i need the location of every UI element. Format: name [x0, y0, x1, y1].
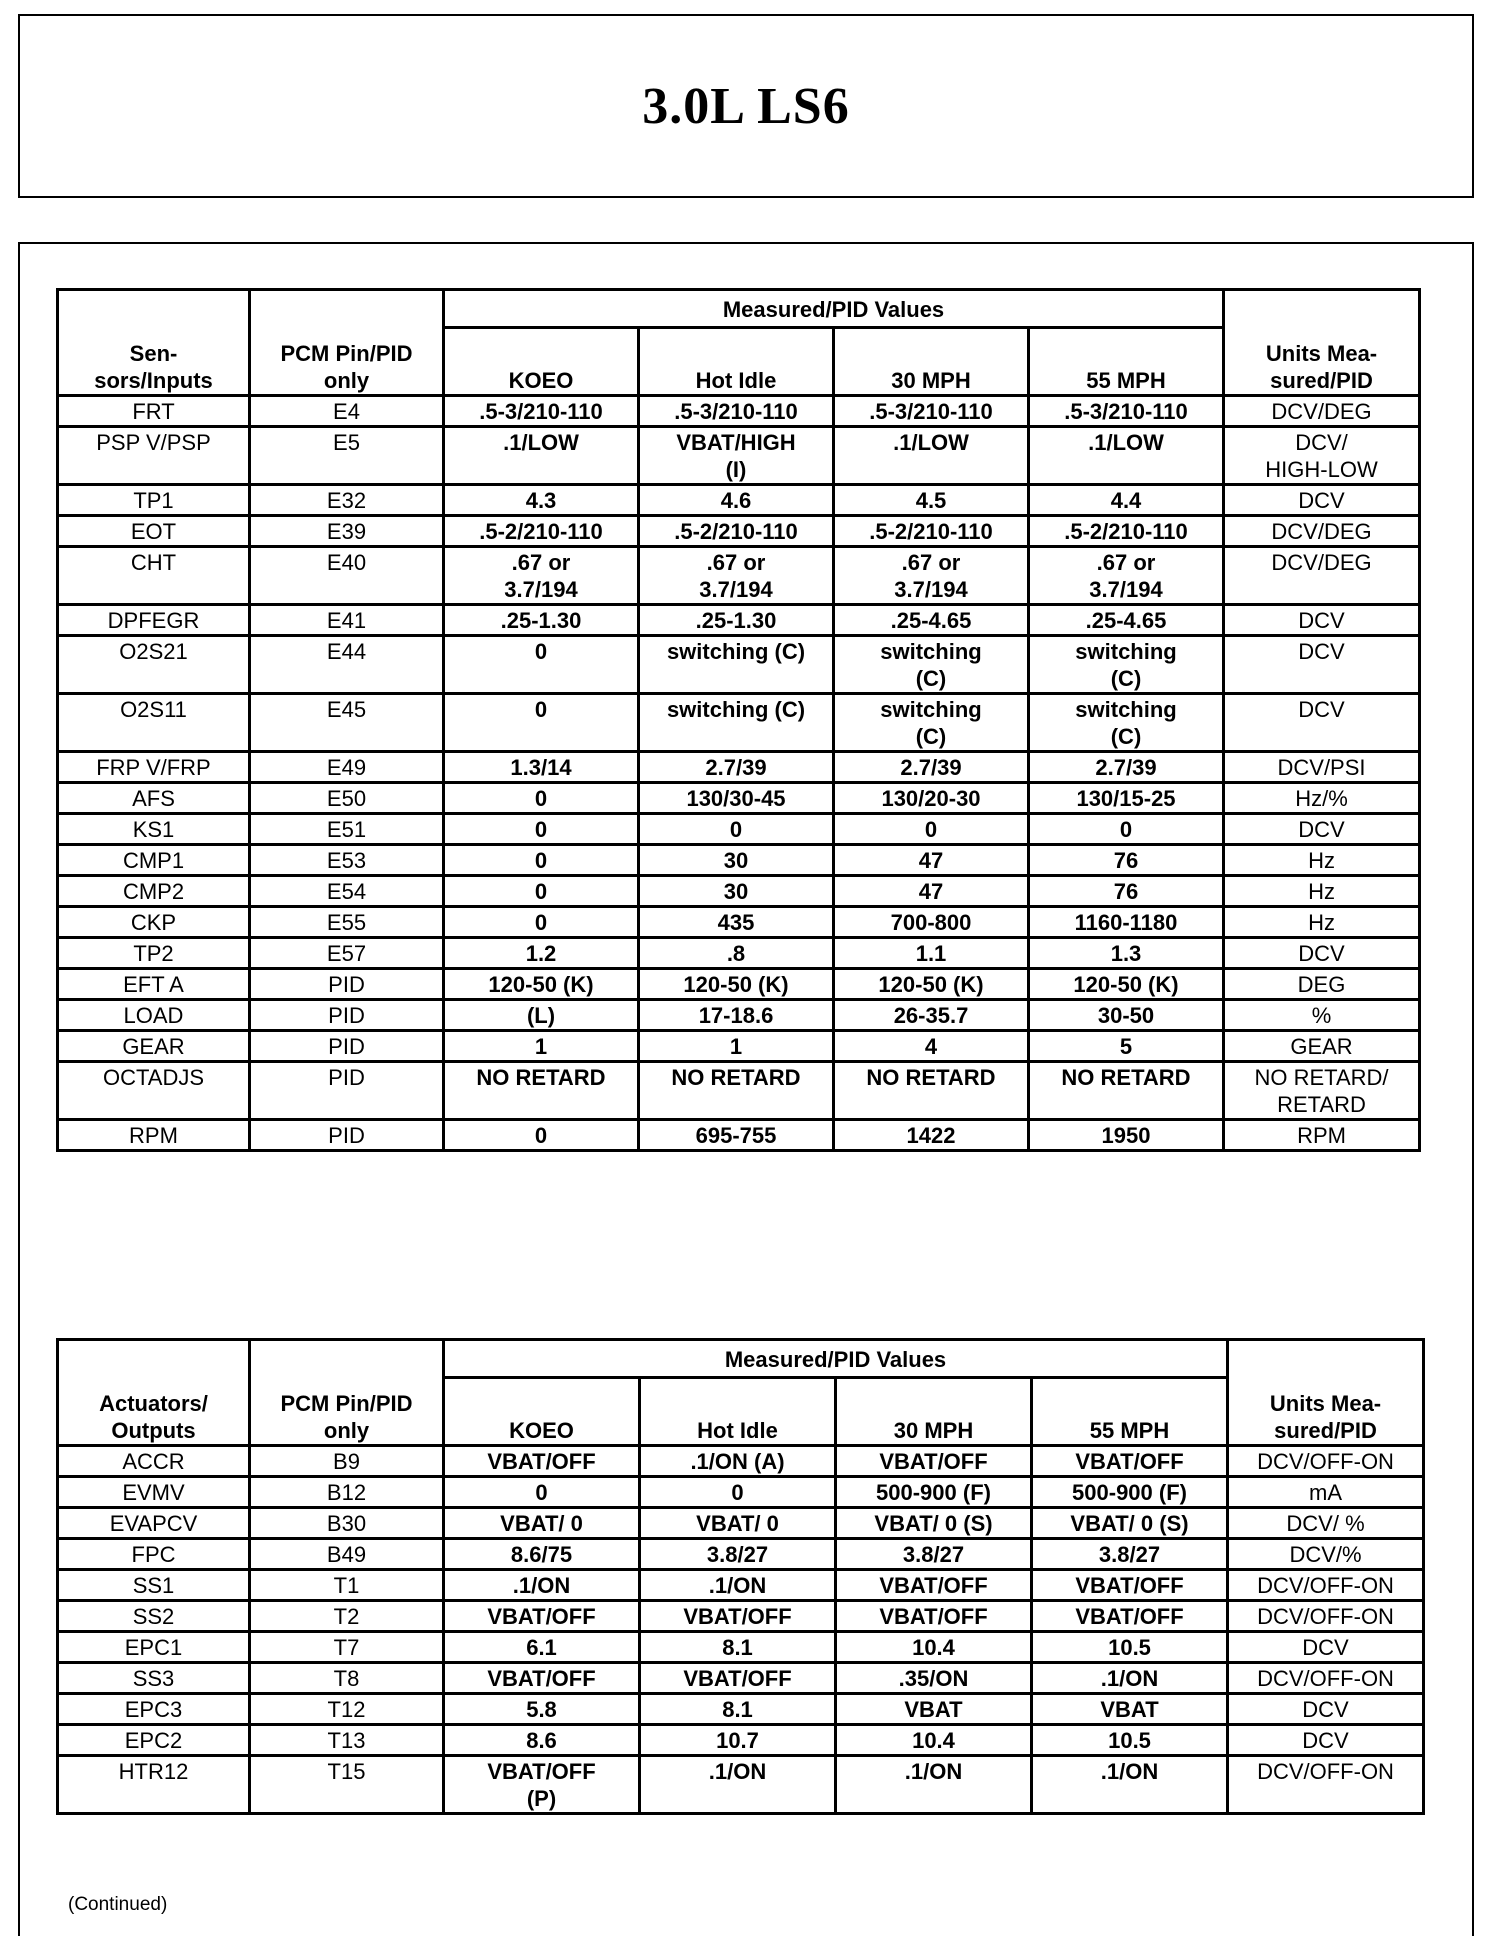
mph30-value: 0 — [834, 814, 1029, 845]
units: DCV/OFF-ON — [1228, 1601, 1424, 1632]
table-row — [58, 516, 1420, 547]
units: DCV — [1224, 485, 1420, 516]
koeo-value: .5-3/210-110 — [444, 396, 639, 427]
pcm-pin: T1 — [250, 1570, 444, 1601]
mph30-value: 26-35.7 — [834, 1000, 1029, 1031]
koeo-value: .1/LOW — [444, 427, 639, 485]
table-row — [58, 1632, 1424, 1663]
hot-idle-value: .5-2/210-110 — [639, 516, 834, 547]
pcm-pin: E5 — [250, 427, 444, 485]
hot-idle-value: .1/ON — [640, 1570, 836, 1601]
table-row — [58, 1446, 1424, 1477]
signal-name: SS1 — [58, 1570, 250, 1601]
signal-name: O2S11 — [58, 694, 250, 752]
mph55-value: 76 — [1029, 845, 1224, 876]
signal-name: CHT — [58, 547, 250, 605]
table-row — [58, 1694, 1424, 1725]
pcm-pin: PID — [250, 1031, 444, 1062]
signal-name: HTR12 — [58, 1756, 250, 1814]
signal-name: EPC1 — [58, 1632, 250, 1663]
mph55-value: 130/15-25 — [1029, 783, 1224, 814]
pcm-pin: PID — [250, 969, 444, 1000]
units: NO RETARD/ RETARD — [1224, 1062, 1420, 1120]
signal-name: AFS — [58, 783, 250, 814]
mph55-value: 500-900 (F) — [1032, 1477, 1228, 1508]
signal-name: TP1 — [58, 485, 250, 516]
hot-idle-value: 435 — [639, 907, 834, 938]
mph55-value: VBAT/ 0 (S) — [1032, 1508, 1228, 1539]
header-30-mph: 30 MPH — [836, 1378, 1032, 1446]
signal-name: EOT — [58, 516, 250, 547]
units: DCV/DEG — [1224, 547, 1420, 605]
header-pcm-pin: PCM Pin/PID only — [250, 290, 444, 396]
signal-name: LOAD — [58, 1000, 250, 1031]
mph30-value: 47 — [834, 845, 1029, 876]
table-row — [58, 1601, 1424, 1632]
koeo-value: .5-2/210-110 — [444, 516, 639, 547]
mph30-value: 4 — [834, 1031, 1029, 1062]
pcm-pin: E55 — [250, 907, 444, 938]
sensors-inputs-table — [56, 288, 1421, 1152]
koeo-value: 0 — [444, 1120, 639, 1151]
signal-name: KS1 — [58, 814, 250, 845]
hot-idle-value: VBAT/OFF — [640, 1663, 836, 1694]
mph30-value: 700-800 — [834, 907, 1029, 938]
signal-name: DPFEGR — [58, 605, 250, 636]
koeo-value: 0 — [444, 783, 639, 814]
signal-name: EVMV — [58, 1477, 250, 1508]
koeo-value: 120-50 (K) — [444, 969, 639, 1000]
header-units: Units Mea- sured/PID — [1228, 1340, 1424, 1446]
koeo-value: 0 — [444, 845, 639, 876]
header-55-mph: 55 MPH — [1029, 328, 1224, 396]
hot-idle-value: VBAT/OFF — [640, 1601, 836, 1632]
koeo-value: VBAT/OFF — [444, 1601, 640, 1632]
hot-idle-value: 8.1 — [640, 1632, 836, 1663]
signal-name: SS2 — [58, 1601, 250, 1632]
pcm-pin: T7 — [250, 1632, 444, 1663]
mph30-value: 2.7/39 — [834, 752, 1029, 783]
hot-idle-value: VBAT/ 0 — [640, 1508, 836, 1539]
units: DCV/DEG — [1224, 396, 1420, 427]
mph30-value: .35/ON — [836, 1663, 1032, 1694]
table-row — [58, 1725, 1424, 1756]
pcm-pin: E44 — [250, 636, 444, 694]
units: RPM — [1224, 1120, 1420, 1151]
mph55-value: 1950 — [1029, 1120, 1224, 1151]
hot-idle-value: .25-1.30 — [639, 605, 834, 636]
hot-idle-value: 17-18.6 — [639, 1000, 834, 1031]
signal-name: CKP — [58, 907, 250, 938]
table-row — [58, 1539, 1424, 1570]
table-row — [58, 969, 1420, 1000]
header-measured-pid-values: Measured/PID Values — [444, 290, 1224, 328]
pcm-pin: PID — [250, 1062, 444, 1120]
mph55-value: 2.7/39 — [1029, 752, 1224, 783]
signal-name: ACCR — [58, 1446, 250, 1477]
signal-name: O2S21 — [58, 636, 250, 694]
units: Hz — [1224, 876, 1420, 907]
mph55-value: VBAT/OFF — [1032, 1601, 1228, 1632]
table-row — [58, 938, 1420, 969]
signal-name: EPC3 — [58, 1694, 250, 1725]
table-row — [58, 1570, 1424, 1601]
koeo-value: (L) — [444, 1000, 639, 1031]
koeo-value: VBAT/ 0 — [444, 1508, 640, 1539]
koeo-value: .25-1.30 — [444, 605, 639, 636]
units: DEG — [1224, 969, 1420, 1000]
units: DCV/OFF-ON — [1228, 1570, 1424, 1601]
title-box — [18, 14, 1474, 198]
hot-idle-value: 120-50 (K) — [639, 969, 834, 1000]
header-hot-idle: Hot Idle — [639, 328, 834, 396]
mph30-value: 120-50 (K) — [834, 969, 1029, 1000]
hot-idle-value: 30 — [639, 876, 834, 907]
signal-name: FRP V/FRP — [58, 752, 250, 783]
table-row — [58, 1756, 1424, 1814]
table-row — [58, 605, 1420, 636]
mph30-value: 1422 — [834, 1120, 1029, 1151]
mph30-value: NO RETARD — [834, 1062, 1029, 1120]
hot-idle-value: NO RETARD — [639, 1062, 834, 1120]
pcm-pin: E32 — [250, 485, 444, 516]
koeo-value: 1 — [444, 1031, 639, 1062]
koeo-value: 0 — [444, 907, 639, 938]
mph55-value: 10.5 — [1032, 1725, 1228, 1756]
table-row — [58, 485, 1420, 516]
table-row — [58, 876, 1420, 907]
table-row — [58, 845, 1420, 876]
table-row — [58, 1120, 1420, 1151]
table-row — [58, 907, 1420, 938]
mph30-value: .67 or 3.7/194 — [834, 547, 1029, 605]
units: DCV/% — [1228, 1539, 1424, 1570]
units: DCV — [1224, 938, 1420, 969]
mph30-value: 4.5 — [834, 485, 1029, 516]
signal-name: EFT A — [58, 969, 250, 1000]
koeo-value: 8.6 — [444, 1725, 640, 1756]
koeo-value: 1.2 — [444, 938, 639, 969]
mph30-value: VBAT/OFF — [836, 1601, 1032, 1632]
koeo-value: 5.8 — [444, 1694, 640, 1725]
table-row — [58, 1508, 1424, 1539]
header-pcm-pin: PCM Pin/PID only — [250, 1340, 444, 1446]
pcm-pin: T8 — [250, 1663, 444, 1694]
signal-name: EVAPCV — [58, 1508, 250, 1539]
header-koeo: KOEO — [444, 328, 639, 396]
pcm-pin: T12 — [250, 1694, 444, 1725]
mph30-value: 500-900 (F) — [836, 1477, 1032, 1508]
hot-idle-value: 2.7/39 — [639, 752, 834, 783]
header-hot-idle: Hot Idle — [640, 1378, 836, 1446]
mph30-value: VBAT/OFF — [836, 1570, 1032, 1601]
units: GEAR — [1224, 1031, 1420, 1062]
pcm-pin: T2 — [250, 1601, 444, 1632]
header-koeo: KOEO — [444, 1378, 640, 1446]
signal-name: EPC2 — [58, 1725, 250, 1756]
signal-name: OCTADJS — [58, 1062, 250, 1120]
mph30-value: VBAT/ 0 (S) — [836, 1508, 1032, 1539]
table-row — [58, 694, 1420, 752]
mph30-value: switching (C) — [834, 636, 1029, 694]
mph30-value: 3.8/27 — [836, 1539, 1032, 1570]
hot-idle-value: VBAT/HIGH (I) — [639, 427, 834, 485]
table-row — [58, 1663, 1424, 1694]
header-sensors-inputs: Sen- sors/Inputs — [58, 290, 250, 396]
units: DCV/PSI — [1224, 752, 1420, 783]
pcm-pin: T15 — [250, 1756, 444, 1814]
mph55-value: .1/ON — [1032, 1756, 1228, 1814]
mph55-value: VBAT/OFF — [1032, 1446, 1228, 1477]
hot-idle-value: 1 — [639, 1031, 834, 1062]
mph55-value: 3.8/27 — [1032, 1539, 1228, 1570]
mph30-value: .1/LOW — [834, 427, 1029, 485]
signal-name: CMP2 — [58, 876, 250, 907]
mph55-value: .25-4.65 — [1029, 605, 1224, 636]
units: DCV — [1224, 636, 1420, 694]
actuators-outputs-table — [56, 1338, 1425, 1815]
page-title: 3.0L LS6 — [642, 77, 850, 135]
header-30-mph: 30 MPH — [834, 328, 1029, 396]
hot-idle-value: 0 — [640, 1477, 836, 1508]
units: DCV/DEG — [1224, 516, 1420, 547]
hot-idle-value: .1/ON (A) — [640, 1446, 836, 1477]
hot-idle-value: 695-755 — [639, 1120, 834, 1151]
hot-idle-value: 30 — [639, 845, 834, 876]
table-row — [58, 396, 1420, 427]
mph30-value: 10.4 — [836, 1725, 1032, 1756]
mph55-value: VBAT — [1032, 1694, 1228, 1725]
hot-idle-value: switching (C) — [639, 694, 834, 752]
pcm-pin: B49 — [250, 1539, 444, 1570]
pcm-pin: E53 — [250, 845, 444, 876]
continued-note: (Continued) — [68, 1894, 168, 1915]
koeo-value: 0 — [444, 636, 639, 694]
header-55-mph: 55 MPH — [1032, 1378, 1228, 1446]
units: DCV — [1228, 1632, 1424, 1663]
koeo-value: 0 — [444, 876, 639, 907]
signal-name: RPM — [58, 1120, 250, 1151]
mph55-value: 4.4 — [1029, 485, 1224, 516]
units: DCV — [1224, 814, 1420, 845]
units: Hz/% — [1224, 783, 1420, 814]
pcm-pin: B9 — [250, 1446, 444, 1477]
units: mA — [1228, 1477, 1424, 1508]
hot-idle-value: .5-3/210-110 — [639, 396, 834, 427]
hot-idle-value: .8 — [639, 938, 834, 969]
pcm-pin: E51 — [250, 814, 444, 845]
table-row — [58, 783, 1420, 814]
units: DCV — [1224, 605, 1420, 636]
mph30-value: .1/ON — [836, 1756, 1032, 1814]
units: DCV — [1228, 1694, 1424, 1725]
units: DCV — [1224, 694, 1420, 752]
hot-idle-value: 3.8/27 — [640, 1539, 836, 1570]
signal-name: PSP V/PSP — [58, 427, 250, 485]
header-units: Units Mea- sured/PID — [1224, 290, 1420, 396]
table-row — [58, 547, 1420, 605]
units: DCV/ HIGH-LOW — [1224, 427, 1420, 485]
pcm-pin: E50 — [250, 783, 444, 814]
signal-name: TP2 — [58, 938, 250, 969]
koeo-value: 6.1 — [444, 1632, 640, 1663]
mph55-value: 0 — [1029, 814, 1224, 845]
mph55-value: 5 — [1029, 1031, 1224, 1062]
units: DCV/ % — [1228, 1508, 1424, 1539]
mph55-value: VBAT/OFF — [1032, 1570, 1228, 1601]
koeo-value: 0 — [444, 694, 639, 752]
pcm-pin: E49 — [250, 752, 444, 783]
header-actuators-outputs: Actuators/ Outputs — [58, 1340, 250, 1446]
koeo-value: .67 or 3.7/194 — [444, 547, 639, 605]
mph30-value: 47 — [834, 876, 1029, 907]
koeo-value: 4.3 — [444, 485, 639, 516]
pcm-pin: B12 — [250, 1477, 444, 1508]
table-row — [58, 814, 1420, 845]
koeo-value: 0 — [444, 1477, 640, 1508]
koeo-value: NO RETARD — [444, 1062, 639, 1120]
pcm-pin: E41 — [250, 605, 444, 636]
mph55-value: .67 or 3.7/194 — [1029, 547, 1224, 605]
mph30-value: .25-4.65 — [834, 605, 1029, 636]
pcm-pin: B30 — [250, 1508, 444, 1539]
units: DCV/OFF-ON — [1228, 1756, 1424, 1814]
units: Hz — [1224, 845, 1420, 876]
units: DCV — [1228, 1725, 1424, 1756]
koeo-value: 1.3/14 — [444, 752, 639, 783]
units: DCV/OFF-ON — [1228, 1446, 1424, 1477]
mph30-value: VBAT — [836, 1694, 1032, 1725]
hot-idle-value: 10.7 — [640, 1725, 836, 1756]
mph30-value: 130/20-30 — [834, 783, 1029, 814]
hot-idle-value: .67 or 3.7/194 — [639, 547, 834, 605]
mph55-value: NO RETARD — [1029, 1062, 1224, 1120]
pcm-pin: E39 — [250, 516, 444, 547]
mph30-value: switching (C) — [834, 694, 1029, 752]
mph55-value: .1/ON — [1032, 1663, 1228, 1694]
koeo-value: 0 — [444, 814, 639, 845]
mph30-value: .5-3/210-110 — [834, 396, 1029, 427]
hot-idle-value: 4.6 — [639, 485, 834, 516]
units: % — [1224, 1000, 1420, 1031]
table-row — [58, 1000, 1420, 1031]
pcm-pin: E54 — [250, 876, 444, 907]
pcm-pin: E4 — [250, 396, 444, 427]
mph55-value: 1160-1180 — [1029, 907, 1224, 938]
pcm-pin: T13 — [250, 1725, 444, 1756]
koeo-value: 8.6/75 — [444, 1539, 640, 1570]
koeo-value: VBAT/OFF (P) — [444, 1756, 640, 1814]
table-row — [58, 1031, 1420, 1062]
pcm-pin: E40 — [250, 547, 444, 605]
koeo-value: VBAT/OFF — [444, 1446, 640, 1477]
koeo-value: .1/ON — [444, 1570, 640, 1601]
table-row — [58, 752, 1420, 783]
mph30-value: .5-2/210-110 — [834, 516, 1029, 547]
header-measured-pid-values: Measured/PID Values — [444, 1340, 1228, 1378]
mph55-value: 30-50 — [1029, 1000, 1224, 1031]
mph30-value: 10.4 — [836, 1632, 1032, 1663]
table-row — [58, 427, 1420, 485]
signal-name: FRT — [58, 396, 250, 427]
pcm-pin: E57 — [250, 938, 444, 969]
mph55-value: .5-3/210-110 — [1029, 396, 1224, 427]
table-row — [58, 1477, 1424, 1508]
mph55-value: 120-50 (K) — [1029, 969, 1224, 1000]
koeo-value: VBAT/OFF — [444, 1663, 640, 1694]
mph55-value: switching (C) — [1029, 636, 1224, 694]
mph55-value: switching (C) — [1029, 694, 1224, 752]
mph55-value: 1.3 — [1029, 938, 1224, 969]
hot-idle-value: switching (C) — [639, 636, 834, 694]
signal-name: SS3 — [58, 1663, 250, 1694]
hot-idle-value: 8.1 — [640, 1694, 836, 1725]
mph30-value: VBAT/OFF — [836, 1446, 1032, 1477]
table-row — [58, 1062, 1420, 1120]
signal-name: CMP1 — [58, 845, 250, 876]
mph55-value: .1/LOW — [1029, 427, 1224, 485]
signal-name: GEAR — [58, 1031, 250, 1062]
hot-idle-value: 0 — [639, 814, 834, 845]
hot-idle-value: 130/30-45 — [639, 783, 834, 814]
hot-idle-value: .1/ON — [640, 1756, 836, 1814]
pcm-pin: PID — [250, 1120, 444, 1151]
table-row — [58, 636, 1420, 694]
signal-name: FPC — [58, 1539, 250, 1570]
mph55-value: .5-2/210-110 — [1029, 516, 1224, 547]
mph55-value: 76 — [1029, 876, 1224, 907]
mph55-value: 10.5 — [1032, 1632, 1228, 1663]
units: Hz — [1224, 907, 1420, 938]
mph30-value: 1.1 — [834, 938, 1029, 969]
pcm-pin: E45 — [250, 694, 444, 752]
units: DCV/OFF-ON — [1228, 1663, 1424, 1694]
pcm-pin: PID — [250, 1000, 444, 1031]
